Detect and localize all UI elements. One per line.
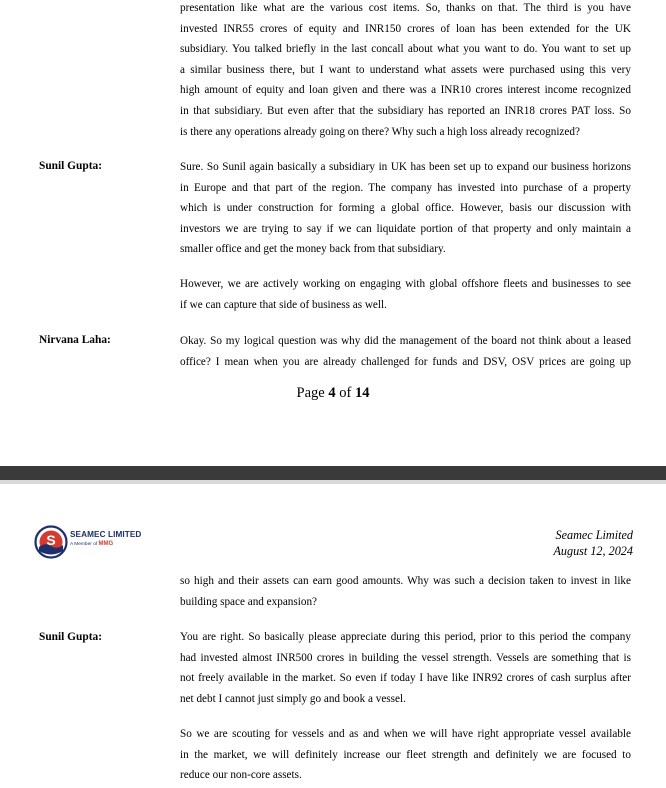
transcript-page-5 (0, 484, 666, 788)
speaker-name: Sunil Gupta: (39, 160, 102, 172)
text-line: investors we are trying to say if we can liquidate portion of that property and only maintain a (180, 222, 631, 235)
text-line: high amount of equity and loan given and there was a INR10 crores interest income recognized (180, 84, 631, 97)
reply-paragraph-2 (180, 724, 631, 786)
text-line: if we can capture that side of business as well. (180, 298, 387, 311)
page-divider (0, 466, 666, 480)
svg-text:S: S (46, 532, 56, 548)
text-line: office? I mean when you are already challenged for funds and DSV, OSV prices are going up (180, 355, 631, 368)
text-line: subsidiary. You talked briefly in the last concall about what you want to do. You want to set up (180, 43, 631, 56)
call-date: August 12, 2024 (553, 544, 633, 558)
text-line: You are right. So basically please appreciate during this period, prior to this period the company (180, 631, 631, 643)
text-line: in the market, we will definitely increase our fleet strength and definitely we are focused to (180, 748, 631, 761)
text-line: not freely available in the market. So even if today I have like INR92 crores of cash surplus after (180, 672, 631, 685)
header-company-date (553, 527, 633, 559)
text-line: invested INR55 crores of equity and INR150 crores of loan has been extended for the UK (180, 22, 631, 35)
continued-paragraph (180, 571, 631, 612)
text-line: in Europe and that part of the region. The company has invested into purchase of a property (180, 181, 631, 194)
mmg-brand: MMG (98, 541, 114, 547)
answer-paragraph-2 (180, 274, 631, 315)
question-paragraph (180, 331, 631, 372)
logo-title: SEAMEC LIMITED (70, 530, 142, 539)
text-line: Okay. So my logical question was why did the management of the board not think about a leased (180, 335, 631, 347)
reply-paragraph (180, 627, 631, 709)
text-line: a similar business there, but I want to understand what assets were purchased using this very (180, 63, 631, 76)
intro-paragraph (180, 0, 631, 142)
text-line: reduce our non-core assets. (180, 769, 302, 782)
page-number: Page 4 of 14 (296, 385, 370, 401)
text-line: Sure. So Sunil again basically a subsidiary in UK has been set up to expand our business horizons (180, 161, 631, 173)
text-line: presentation like what are the various cost items. So, thanks on that. The third is you have (180, 2, 631, 14)
logo-subtitle: A Member of MMG (70, 541, 114, 547)
text-line: So we are scouting for vessels and as and when we will have right appropriate vessel available (180, 728, 631, 740)
text-line: had invested almost INR500 crores in building the vessel strength. Vessels are something that is (180, 651, 631, 664)
text-line: smaller office and get the money back from that subsidiary. (180, 243, 446, 256)
text-line: which is under construction for forming a global office. However, basis our discussion with (180, 202, 631, 215)
speaker-name: Nirvana Laha: (39, 334, 111, 346)
company-name: Seamec Limited (555, 528, 633, 542)
text-line: is there any operations already going on there? Why such a high loss already recognized? (180, 125, 580, 138)
speaker-name: Sunil Gupta: (39, 631, 102, 643)
text-line: However, we are actively working on engaging with global offshore fleets and businesses to see (180, 278, 631, 290)
text-line: net debt I cannot just simply go and book a vessel. (180, 692, 406, 705)
seamec-logo (34, 525, 144, 561)
text-line: in that subsidiary. But even after that the subsidiary has reported an INR18 crores PAT loss. So (180, 104, 631, 117)
answer-paragraph (180, 157, 631, 260)
seamec-s-icon (34, 525, 68, 559)
text-line: so high and their assets can earn good amounts. Why was such a decision taken to invest in like (180, 575, 631, 587)
text-line: building space and expansion? (180, 595, 318, 608)
